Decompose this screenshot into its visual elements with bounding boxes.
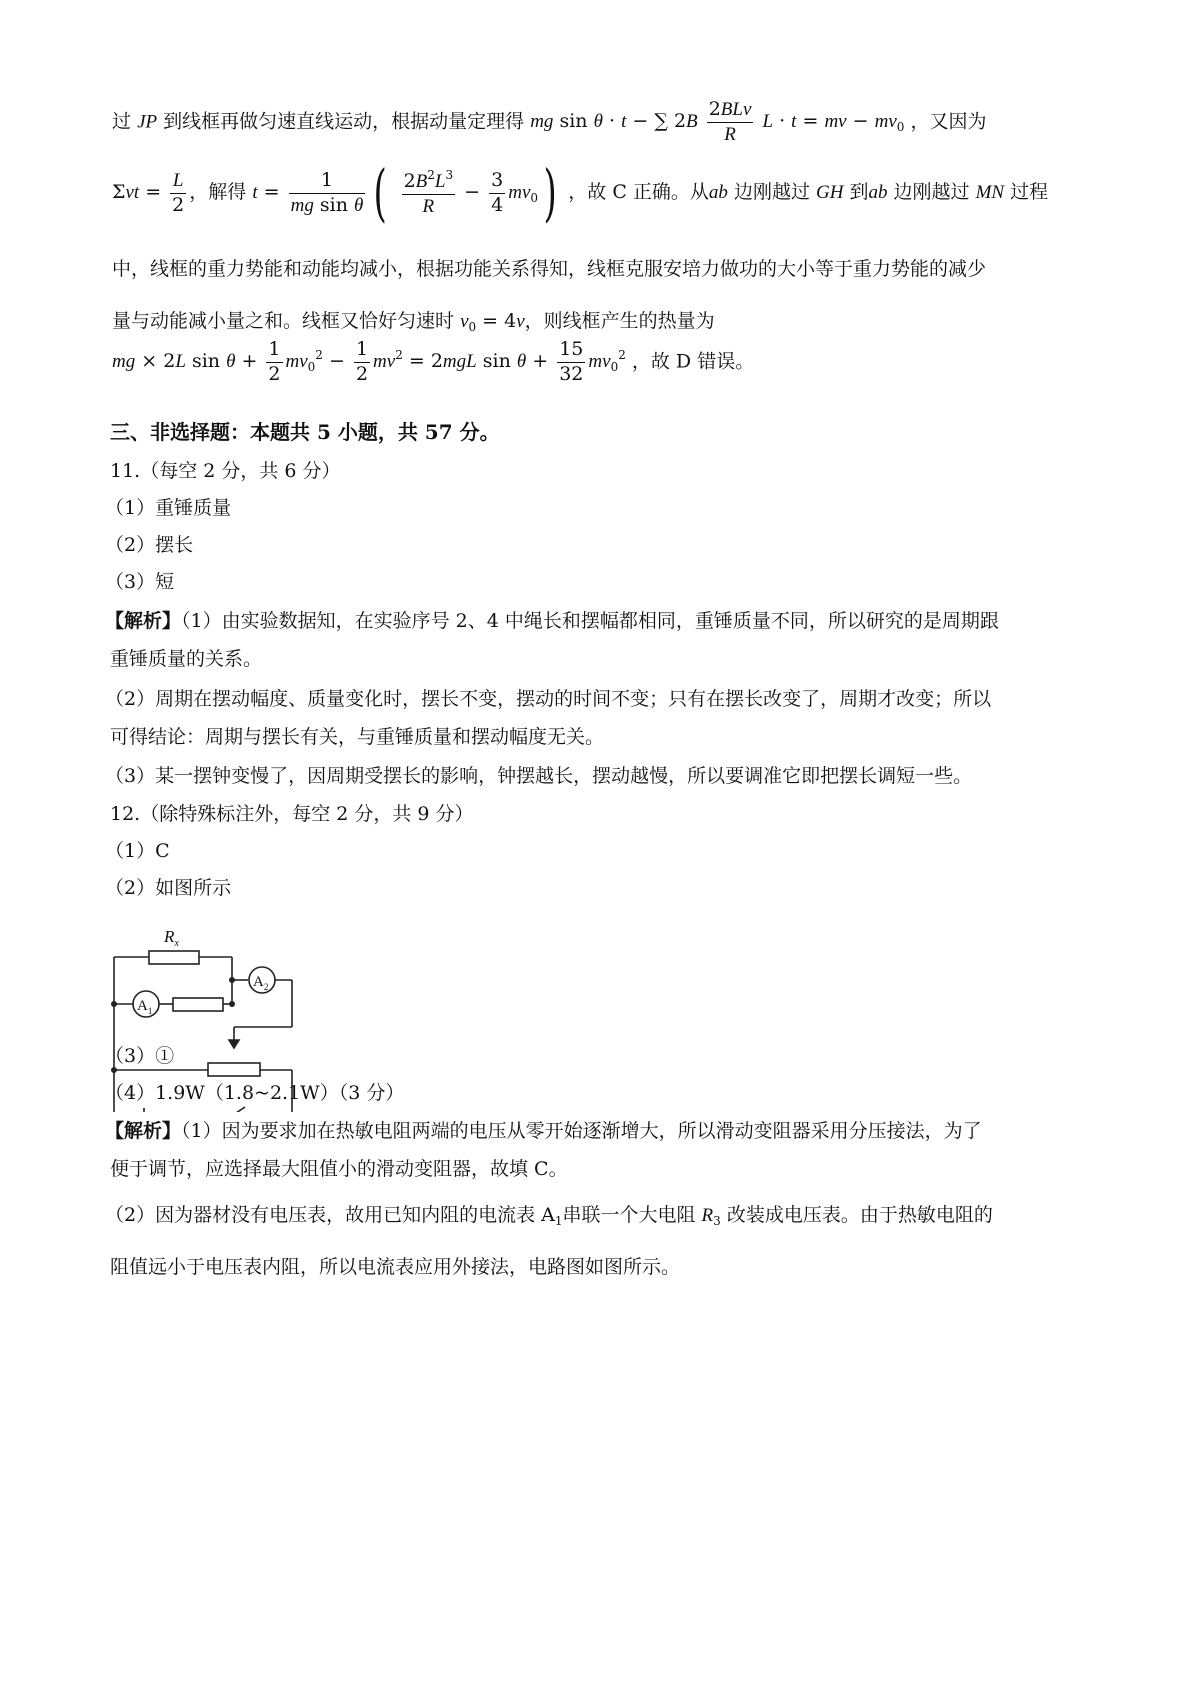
q12-answer-3: （3）① xyxy=(105,1045,175,1067)
math-var: ab xyxy=(708,182,728,203)
text-span: ，解得 xyxy=(189,181,247,203)
q12-explain-1b: 便于调节，应选择最大阻值小的滑动变阻器，故填 C。 xyxy=(110,1158,568,1180)
text-span: 到线框再做匀速直线运动，根据动量定理得 xyxy=(157,110,525,133)
math-var: MN xyxy=(975,182,1005,203)
text-span: ，故 D 错误。 xyxy=(631,350,755,373)
q11-explain-2a: （2）周期在摆动幅度、质量变化时，摆长不变，摆动的时间不变；只有在摆长改变了，周期才改变；所以 xyxy=(105,688,992,710)
text-line-3: 中，线框的重力势能和动能均减小，根据功能关系得知，线框克服安培力做功的大小等于重力势能的减少 xyxy=(112,258,987,280)
text-span: 过程 xyxy=(1004,181,1049,203)
q11-explain-3: （3）某一摆钟变慢了，因周期受摆长的影响，钟摆越长，摆动越慢，所以要调准它即把摆长调短一些。 xyxy=(105,765,973,787)
rheostat xyxy=(208,1063,260,1076)
resistor-rx xyxy=(149,951,199,964)
q12-explain-2b: 阻值远小于电压表内阻，所以电流表应用外接法，电路图如图所示。 xyxy=(110,1256,681,1278)
text-span: 串联一个大电阻 xyxy=(562,1204,702,1226)
text-span: （1）因为要求加在热敏电阻两端的电压从零开始逐渐增大，所以滑动变阻器采用分压接法，为了 xyxy=(181,1120,982,1142)
q12-answer-2: （2）如图所示 xyxy=(105,877,232,899)
text-line-2 xyxy=(112,156,1049,229)
text-span: 边刚越过 xyxy=(727,181,816,203)
q11-explain-1b: 重锤质量的关系。 xyxy=(110,648,263,670)
text-span: 过 xyxy=(112,110,132,133)
text-span: 量与动能减小量之和。线框又恰好匀速时 xyxy=(112,310,455,332)
text-span: ，故 C 正确。从 xyxy=(568,181,709,203)
rx-label: $R_x$ xyxy=(164,927,179,949)
formula-momentum: mg sin θ · t − ∑ 2B $\frac{\text{2BLv}}{R}$ L · t = mv − $mv_0$ xyxy=(530,98,905,145)
q12-answer-4: （4）1.9W（1.8~2.1W）（3 分） xyxy=(105,1082,405,1104)
q11-explain-1a xyxy=(105,610,999,633)
text-line-5 xyxy=(112,338,754,387)
q11-header: 11.（每空 2 分，共 6 分） xyxy=(110,460,341,482)
q11-answer-3: （3）短 xyxy=(105,571,175,593)
formula-v0: $v_0 = 4v$ xyxy=(460,310,525,334)
text-span: 改装成电压表。由于热敏电阻的 xyxy=(720,1204,993,1226)
text-line-4 xyxy=(112,310,715,334)
text-span: ，则线框产生的热量为 xyxy=(524,310,715,332)
q11-explain-2b: 可得结论：周期与摆长有关，与重锤质量和摆动幅度无关。 xyxy=(110,726,605,748)
math-var: GH xyxy=(816,182,844,203)
q12-answer-1: （1）C xyxy=(105,840,170,862)
text-line-1 xyxy=(112,98,986,147)
text-span: ，又因为 xyxy=(910,110,987,133)
math-var: ab xyxy=(868,182,888,203)
subscript: 1 xyxy=(554,1214,563,1228)
math-var: JP xyxy=(137,111,158,133)
slider-arrow-icon xyxy=(229,1040,239,1048)
formula-sum: Σvt = $\frac{L}{2}$ xyxy=(112,169,185,216)
q12-explain-1a xyxy=(105,1120,982,1143)
text-span: （1）由实验数据知，在实验序号 2、4 中绳长和摆幅都相同，重锤质量不同，所以研究的是周期跟 xyxy=(181,610,999,632)
jiexi-label: 【解析】 xyxy=(105,610,182,632)
formula-heat: mg × 2L sin θ + $\frac{1}{2}$ $mv_0^2$ − $\frac{1}{2}$ $mv^2 = 2mgL$ sin θ + $\frac{15}{32}$ $mv_0^2$ xyxy=(112,338,626,385)
formula-time: t = $\frac{1}{\text{mg sin θ}}$ ( $\frac{2B^2L^3}{R}$ − $\frac{3}{4}$ $mv_0$) xyxy=(252,156,557,229)
q11-answer-2: （2）摆长 xyxy=(105,534,194,556)
section-heading: 三、非选择题：本题共 5 小题，共 57 分。 xyxy=(110,420,500,444)
q11-answer-1: （1）重锤质量 xyxy=(105,497,232,519)
a1-label: $A_1$ xyxy=(137,998,153,1016)
resistor-r3 xyxy=(173,998,223,1011)
text-span: （2）因为器材没有电压表，故用已知内阻的电流表 A xyxy=(105,1204,555,1226)
a2-label: $A_2$ xyxy=(253,974,269,992)
text-span: 边刚越过 xyxy=(887,181,976,203)
subscript: 3 xyxy=(713,1214,721,1228)
text-span: 到 xyxy=(843,181,869,203)
math-var: R xyxy=(701,1205,714,1226)
jiexi-label: 【解析】 xyxy=(105,1120,182,1142)
q12-explain-2a xyxy=(105,1204,993,1228)
q12-header: 12.（除特殊标注外，每空 2 分，共 9 分） xyxy=(110,803,474,825)
